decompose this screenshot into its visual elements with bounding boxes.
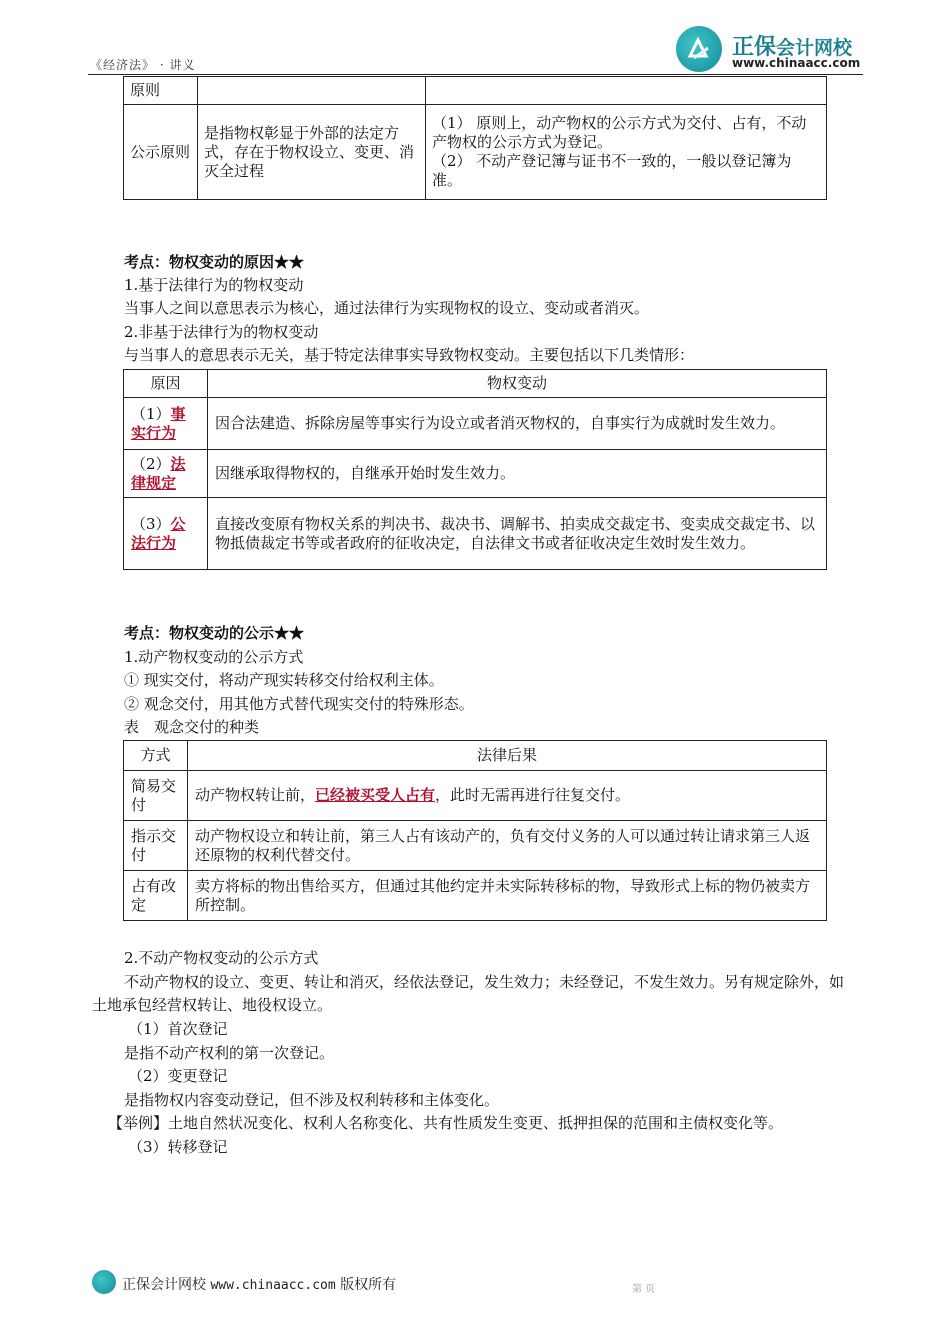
item-text: 与当事人的意思表示无关，基于特定法律事实导致物权变动。主要包括以下几类情形： xyxy=(124,346,695,364)
logo-name-big: 正保 xyxy=(732,35,777,60)
item-text: ② 观念交付，用其他方式替代现实交付的特殊形态。 xyxy=(124,695,474,713)
consequence-text: 动产物权转让前， xyxy=(195,786,316,804)
effect-cell: 因合法建造、拆除房屋等事实行为设立或者消灭物权的，自事实行为成就时发生效力。 xyxy=(208,398,827,450)
logo-emblem-icon xyxy=(676,26,722,72)
table-row xyxy=(124,498,827,570)
item-text: 当事人之间以意思表示为核心，通过法律行为实现物权的设立、变动或者消灭。 xyxy=(124,299,650,317)
subitem-title: （1）首次登记 xyxy=(128,1020,228,1038)
table-row xyxy=(124,821,827,871)
logo-url: www.chinaacc.com xyxy=(732,56,861,70)
principles-table xyxy=(123,76,827,200)
item-text: ① 现实交付，将动产现实转移交付给权利主体。 xyxy=(124,671,444,689)
table-row xyxy=(124,871,827,921)
table-header-row xyxy=(124,741,827,771)
brand-logo[interactable] xyxy=(676,26,866,74)
footer-text xyxy=(122,1274,396,1294)
consequence-cell xyxy=(188,771,827,821)
table-header-row xyxy=(124,370,827,398)
method-cell: 指示交付 xyxy=(124,821,188,871)
footer-url[interactable]: www.chinaacc.com xyxy=(210,1278,336,1293)
table-row xyxy=(124,771,827,821)
table-row xyxy=(124,77,827,105)
principle-name-cell: 原则 xyxy=(124,77,198,105)
item-title: 1.基于法律行为的物权变动 xyxy=(124,276,304,294)
subitem-title: （3）转移登记 xyxy=(128,1138,228,1156)
item-text: 不动产物权的设立、变更、转让和消灭，经依法登记，发生效力；未经登记，不发生效力。另有规定除外，如土地承包经营权转让、地役权设立。 xyxy=(92,973,845,1014)
item-title: 1.动产物权变动的公示方式 xyxy=(124,648,304,666)
table-row xyxy=(124,450,827,498)
consequence-cell xyxy=(188,821,827,871)
effect-cell: 直接改变原有物权关系的判决书、裁决书、调解书、拍卖成交裁定书、变卖成交裁定书、以物抵债裁定书等或者政府的征收决定，自法律文书或者征收决定生效时发生效力。 xyxy=(208,498,827,570)
header-left-text: 《经济法》 · 讲义 xyxy=(90,58,196,72)
method-cell: 简易交付 xyxy=(124,771,188,821)
consequence-text: ，此时无需再进行往复交付。 xyxy=(435,786,631,804)
principle-definition-cell xyxy=(198,77,426,105)
item-title: 2.不动产物权变动的公示方式 xyxy=(124,949,319,967)
principle-content-line: （1） 原则上，动产物权的公示方式为交付、占有，不动产物权的公示方式为登记。 xyxy=(432,114,807,151)
subitem-text: 是指物权内容变动登记，但不涉及权利转移和主体变化。 xyxy=(124,1091,500,1109)
table-row xyxy=(124,105,827,200)
cause-prefix: （1） xyxy=(131,404,171,423)
consequence-cell xyxy=(188,871,827,921)
highlight-link[interactable]: 已经被买受人占有 xyxy=(315,786,436,804)
item-title: 2.非基于法律行为的物权变动 xyxy=(124,323,319,341)
principle-content-cell xyxy=(426,77,827,105)
effect-cell: 因继承取得物权的，自继承开始时发生效力。 xyxy=(208,450,827,498)
cause-cell xyxy=(124,450,208,498)
delivery-types-table xyxy=(123,740,827,921)
header-divider xyxy=(88,74,863,75)
cause-term-link[interactable]: 事实行为 xyxy=(131,404,186,442)
table-row xyxy=(124,398,827,450)
column-header: 方式 xyxy=(124,741,188,771)
section-title: 考点：物权变动的公示★★ xyxy=(124,624,305,642)
footer-rights: 版权所有 xyxy=(340,1277,397,1293)
page-number-mark: 第 页 xyxy=(632,1284,656,1295)
cause-prefix: （2） xyxy=(131,454,171,473)
property-change-causes-table xyxy=(123,369,827,570)
consequence-text: 动产物权设立和转让前，第三人占有该动产的，负有交付义务的人可以通过转让请求第三人返还原物的权利代替交付。 xyxy=(195,826,811,864)
footer-brand: 正保会计网校 xyxy=(122,1277,206,1293)
consequence-text: 卖方将标的物出售给买方，但通过其他约定并未实际转移标的物，导致形式上标的物仍被卖方所控制。 xyxy=(195,876,811,914)
cause-cell xyxy=(124,498,208,570)
principle-content-line: （2） 不动产登记簿与证书不一致的，一般以登记簿为准。 xyxy=(432,152,792,189)
method-cell: 占有改定 xyxy=(124,871,188,921)
principle-content-cell xyxy=(426,105,827,200)
principle-name-cell: 公示原则 xyxy=(124,105,198,200)
subitem-text: 是指不动产权利的第一次登记。 xyxy=(124,1044,335,1062)
principle-definition-cell: 是指物权彰显于外部的法定方式，存在于物权设立、变更、消灭全过程 xyxy=(198,105,426,200)
cause-cell xyxy=(124,398,208,450)
column-header: 物权变动 xyxy=(208,370,827,398)
footer-logo-icon xyxy=(92,1270,116,1294)
table-caption: 表 观念交付的种类 xyxy=(124,718,260,736)
section-title: 考点：物权变动的原因★★ xyxy=(124,253,305,271)
cause-term-link[interactable]: 法律规定 xyxy=(131,454,186,492)
example-text: 【举例】土地自然状况变化、权利人名称变化、共有性质发生变更、抵押担保的范围和主债权变化等。 xyxy=(108,1114,784,1132)
logo-name-small: 会计网校 xyxy=(776,37,853,59)
cause-prefix: （3） xyxy=(131,514,171,533)
column-header: 法律后果 xyxy=(188,741,827,771)
cause-term-link[interactable]: 公法行为 xyxy=(131,514,186,552)
column-header: 原因 xyxy=(124,370,208,398)
subitem-title: （2）变更登记 xyxy=(128,1067,228,1085)
